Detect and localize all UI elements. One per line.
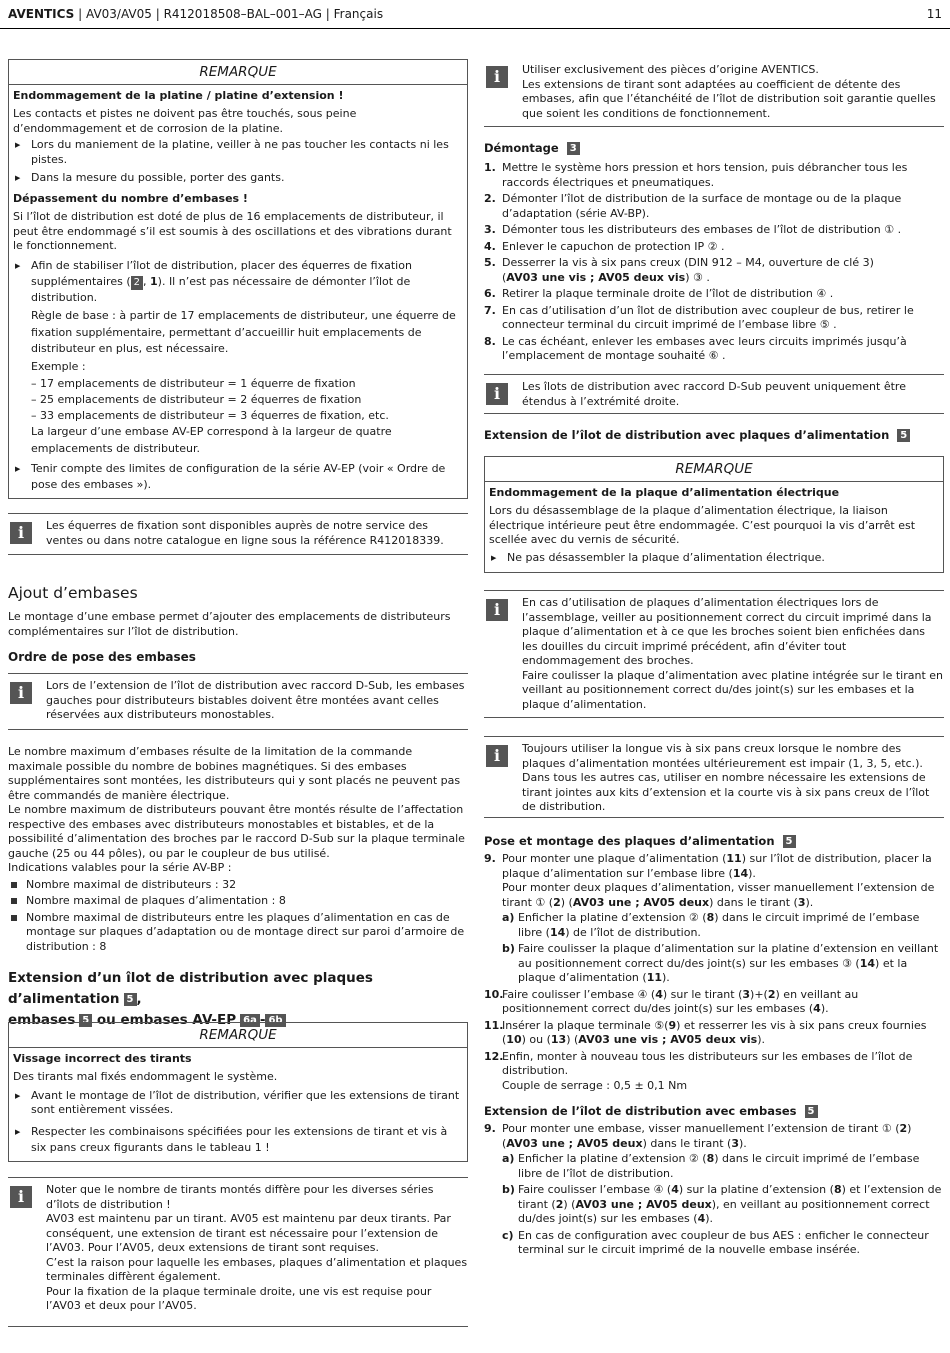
- width-note: La largeur d’une embase AV-EP correspond à la largeur de quatre emplacements de distributeur.: [31, 425, 392, 455]
- remark-heading: Endommagement de la plaque d’alimentation électrique: [489, 485, 840, 499]
- sub-step: a) Enficher la platine d’extension ② (8) dans le circuit imprimé de l’embase libre (14) de l’îlot de distribution.: [502, 911, 920, 939]
- remark-bullet: ▶ Lors du maniement de la platine, veiller à ne pas toucher les contacts ni les pistes.: [13, 138, 463, 167]
- info-text: C’est la raison pour laquelle les embases, plaques d’alimentation et plaques terminales diffèrent également.: [46, 1255, 468, 1283]
- list-item: 5. Desserrer la vis à six pans creux (DIN 912 – M4, ouverture de clé 3) (AV03 une vis ; AV05 deux vis) ③ .: [484, 256, 874, 284]
- torque-value: Couple de serrage : 0,5 ± 0,1 Nm: [502, 1078, 688, 1092]
- remark-text: Les contacts et pistes ne doivent pas être touchés, sous peine d’endommagement et de corrosion de la platine.: [13, 107, 357, 135]
- remark-box-platine: [8, 59, 468, 499]
- list-item: 12. Enfin, monter à nouveau tous les distributeurs sur les embases de l’îlot de distribution. Couple de serrage : 0,5 ± 0,1 Nm: [484, 1049, 913, 1092]
- list-item: Nombre maximal de distributeurs entre les plaques d’alimentation en cas de montage sur plaques d’adaptation ou de montage direct sur paroi d’armoire de distribution : 8: [8, 911, 468, 955]
- figure-ref-tag: 6b: [265, 1014, 285, 1027]
- info-text: Lors de l’extension de l’îlot de distribution avec raccord D-Sub, les embases gauches pour distributeurs bistables doivent être montées avant celles réservées aux distributeurs monostables.: [46, 679, 465, 721]
- remark-text: Si l’îlot de distribution est doté de plus de 16 emplacements de distributeur, il peut être endommagé s’il est soumis à des oscillations et des vibrations durant le fonctionnement.: [13, 210, 452, 252]
- list-item: 3. Démonter tous les distributeurs des embases de l’îlot de distribution ① .: [484, 223, 902, 236]
- embases-steps: [484, 1122, 944, 1260]
- remark-bullet: ▶ Ne pas désassembler la plaque d’alimentation électrique.: [489, 551, 939, 566]
- list-item: 9. Pour monter une embase, visser manuellement l’extension de tirant ① (2) (AV03 une ; AV05 deux) dans le tirant (3). a) Enficher la platine d’extension ② (8) dans le circuit imprimé de l’embase libre de l’îlot de distribution. b) Faire coulisser l’embase ④ (4) sur la platine d’extension (8) et l’extension de tirant (2) (AV03 une ; AV05 deux), en veillant au positionnement correct du/des joint(s) sur les embases (4). c) En cas de configuration avec coupleur de bus AES : enficher le connecteur terminal sur le circuit imprimé de la nouvelle embase insérée.: [484, 1122, 944, 1258]
- info-text: Les équerres de fixation sont disponibles auprès de notre service des ventes ou dans notre catalogue en ligne sous la référence R412018339.: [46, 519, 444, 547]
- info-text: Les extensions de tirant sont adaptées au coefficient de détente des embases, afin que l’étanchéité de l’îlot de distribution soit garantie quelles que soient les conditions de fonctionnement.: [522, 77, 936, 120]
- remark-bullet: ▶ Dans la mesure du possible, porter des gants.: [13, 171, 463, 186]
- info-text: Faire coulisser la plaque d’alimentation avec platine intégrée sur le tirant en veillant au positionnement correct du/des joint(s) sur les embases et la plaque d’alimentation.: [522, 668, 944, 711]
- figure-ref-tag: 5: [124, 993, 137, 1006]
- info-text: Utiliser exclusivement des pièces d’origine AVENTICS.: [522, 63, 819, 76]
- figure-ref-tag: 6a: [240, 1014, 260, 1027]
- info-text: Noter que le nombre de tirants montés diffère pour les diverses séries d’îlots de distribution !: [46, 1183, 434, 1211]
- example-line: – 17 emplacements de distributeur = 1 équerre de fixation: [31, 376, 356, 390]
- paragraph: Indications valables pour la série AV-BP :: [8, 861, 232, 874]
- figure-ref-tag: 5: [783, 835, 796, 848]
- figure-ref-tag: 3: [567, 142, 580, 155]
- header-doc-info: [8, 7, 383, 27]
- info-icon: i: [486, 599, 508, 621]
- example-label: Exemple :: [31, 360, 86, 374]
- info-icon: i: [10, 522, 32, 544]
- page-number: 11: [926, 7, 942, 21]
- remark-title: REMARQUE: [485, 457, 943, 482]
- info-box-pieces-origine: [484, 59, 944, 127]
- remark-title: REMARQUE: [9, 1023, 467, 1048]
- example-line: – 25 emplacements de distributeur = 2 équerres de fixation: [31, 392, 362, 406]
- paragraph: Le nombre maximum de distributeurs pouvant être montés résulte de l’affectation respective des embases avec distributeurs monostables et bistables, et de la possibilité d’alimentation des broches par le raccord D-Sub sur la plaque terminale gauche (25 ou 44 pôles), ou par le coupleur de bus utilisé.: [8, 803, 465, 860]
- info-text: En cas d’utilisation de plaques d’alimentation électriques lors de l’assemblage, veiller au positionnement correct du circuit imprimé dans la plaque d’alimentation et à ce que les broches soient bien enfichées dans les douilles du circuit imprimé précédent, afin d’éviter tout endommagement des broches.: [522, 596, 932, 667]
- info-box-equerres: [8, 513, 468, 555]
- rule-text: Règle de base : à partir de 17 emplacements de distributeur, une équerre de fixation supplémentaire, permettant d’accueillir huit emplacements de distributeur en plus, est nécessaire.: [31, 309, 456, 355]
- ajout-intro: Le montage d’une embase permet d’ajouter des emplacements de distributeurs complémentaires sur l’îlot de distribution.: [8, 610, 451, 638]
- info-icon: i: [486, 383, 508, 405]
- info-icon: i: [486, 66, 508, 88]
- sub-step: c) En cas de configuration avec coupleur de bus AES : enficher le connecteur terminal sur le circuit imprimé de la nouvelle embase insérée.: [502, 1228, 929, 1256]
- remark-box-plaque-alim: [484, 456, 944, 573]
- figure-ref-tag: 5: [805, 1105, 818, 1118]
- figure-ref-tag: 5: [897, 429, 910, 442]
- remark-heading: Vissage incorrect des tirants: [13, 1051, 192, 1065]
- list-item: 7. En cas d’utilisation d’un îlot de distribution avec coupleur de bus, retirer le connecteur terminal du circuit imprimé de l’embase libre ⑤ .: [484, 303, 914, 331]
- list-item: 1. Mettre le système hors pression et hors tension, puis débrancher tous les raccords électriques et pneumatiques.: [484, 161, 908, 189]
- remark-text: Lors du désassemblage de la plaque d’alimentation électrique, la liaison électrique intérieure peut être endommagée. C’est pourquoi la vis d’arrêt est scellée avec du vernis de sécurité.: [489, 504, 916, 546]
- list-item: 6. Retirer la plaque terminale droite de l’îlot de distribution ④ .: [484, 287, 834, 300]
- info-text: Pour la fixation de la plaque terminale droite, une vis est requise pour l’AV03 et deux pour l’AV05.: [46, 1284, 432, 1312]
- paragraph: Le nombre maximum d’embases résulte de la limitation de la commande maximale possible du nombre de bobines magnétiques. Si des embases supplémentaires sont montées, les distributeurs qui y sont placés ne peuvent pas être commandés de manière électrique.: [8, 745, 461, 802]
- info-box-dsub: [8, 673, 468, 730]
- header-divider: [0, 28, 950, 29]
- info-box-assemblage: [484, 590, 944, 718]
- list-item: 8. Le cas échéant, enlever les embases avec leurs circuits imprimés jusqu’à l’emplacement de montage souhaité ⑥ .: [484, 334, 907, 362]
- figure-ref-tag: 2: [131, 276, 143, 290]
- info-text: Toujours utiliser la longue vis à six pans creux lorsque le nombre des plaques d’alimentation montées ultérieurement est impair (1, 3, 5, etc.).: [522, 742, 923, 770]
- pose-steps: [484, 852, 944, 1095]
- ordre-body: [8, 745, 468, 955]
- remark-heading: Dépassement du nombre d’embases !: [13, 191, 248, 205]
- remark-box-tirants: [8, 1022, 468, 1162]
- list-item: Nombre maximal de plaques d’alimentation : 8: [8, 894, 468, 909]
- remark-bullet: ▶ Respecter les combinaisons spécifiées pour les extensions de tirant et vis à six pans creux figurants dans le tableau 1 !: [13, 1124, 463, 1156]
- subsection-title-pose: Pose et montage des plaques d’alimentation 5: [484, 834, 796, 849]
- section-title-ajout: Ajout d’embases: [8, 584, 138, 602]
- brand-name: AVENTICS: [8, 7, 75, 21]
- info-box-dsub-droite: [484, 374, 944, 414]
- list-item: 9. Pour monter une plaque d’alimentation (11) sur l’îlot de distribution, placer la plaque d’alimentation sur l’embase libre (14). Pour monter deux plaques d’alimentation, visser manuellement l’extension de tirant ① (2) (AV03 une ; AV05 deux) dans le tirant (3). a) Enficher la platine d’extension ② (8) dans le circuit imprimé de l’embase libre (14) de l’îlot de distribution. b) Faire coulisser la plaque d’alimentation sur la platine d’extension en veillant au positionnement correct du/des joint(s) sur les embases ③ (14) et la plaque d’alimentation (11).: [484, 852, 944, 986]
- list-item: 4. Enlever le capuchon de protection IP ② .: [484, 239, 725, 253]
- info-text: Les îlots de distribution avec raccord D-Sub peuvent uniquement être étendus à l’extrémité droite.: [522, 380, 906, 408]
- page-header: [8, 7, 942, 27]
- remark-title: REMARQUE: [9, 60, 467, 85]
- sub-step: b) Faire coulisser l’embase ④ (4) sur la platine d’extension (8) et l’extension de tirant (2) (AV03 une ; AV05 deux), en veillant au positionnement correct du/des joint(s) sur les embases (4).: [502, 1183, 942, 1225]
- sub-step: b) Faire coulisser la plaque d’alimentation sur la platine d’extension en veillant au positionnement correct du/des joint(s) sur les embases ③ (14) et la plaque d’alimentation (11).: [502, 942, 939, 984]
- info-icon: i: [10, 682, 32, 704]
- info-icon: i: [10, 1186, 32, 1208]
- subsection-title-demontage: Démontage 3: [484, 141, 580, 156]
- info-box-vis-longue: [484, 736, 944, 818]
- demontage-steps: [484, 161, 944, 366]
- info-text: AV03 est maintenu par un tirant. AV05 est maintenu par deux tirants. Par conséquent, une extension de tirant est nécessaire pour l’extension de l’AV03. Pour l’AV05, deux extensions de tirant sont requises.: [46, 1212, 451, 1254]
- doc-reference: | AV03/AV05 | R412018508–BAL–001–AG | Français: [78, 7, 384, 21]
- list-item: 2. Démonter l’îlot de distribution de la surface de montage ou de la plaque d’adaptation (série AV-BP).: [484, 192, 902, 220]
- remark-bullet: ▶ Avant le montage de l’îlot de distribution, vérifier que les extensions de tirant sont entièrement vissées.: [13, 1089, 463, 1118]
- subsection-title-embases: Extension de l’îlot de distribution avec embases 5: [484, 1104, 818, 1119]
- info-icon: i: [486, 745, 508, 767]
- section-title-extension: Extension d’un îlot de distribution avec plaques d’alimentation 5 , embases 5 ou embases AV-EP 6a - 6b: [8, 970, 373, 1028]
- remark-bullet: ▶ Tenir compte des limites de configuration de la série AV-EP (voir « Ordre de pose des embases »).: [13, 461, 463, 493]
- list-item: 10. Faire coulisser l’embase ④ (4) sur le tirant (3)+(2) en veillant au positionnement correct du/des joint(s) sur les embases (4).: [484, 987, 859, 1015]
- remark-heading: Endommagement de la platine / platine d’extension !: [13, 88, 344, 102]
- sub-step: a) Enficher la platine d’extension ② (8) dans le circuit imprimé de l’embase libre de l’îlot de distribution.: [502, 1152, 920, 1180]
- list-item: Nombre maximal de distributeurs : 32: [8, 878, 468, 893]
- example-line: – 33 emplacements de distributeur = 3 équerres de fixation, etc.: [31, 409, 389, 423]
- subsection-title-ordre: Ordre de pose des embases: [8, 650, 196, 664]
- remark-text: Des tirants mal fixés endommagent le système.: [13, 1070, 278, 1083]
- subsection-title-ext-plaques: Extension de l’îlot de distribution avec plaques d’alimentation 5: [484, 428, 910, 443]
- remark-bullet: ▶ Afin de stabiliser l’îlot de distribution, placer des équerres de fixation supplémentaires ( 2 , 1). Il n’est pas nécessaire de démonter l’îlot de distribution. Règle de base : à partir de 17 emplacements de distributeur, une équerre de fixation supplémentaire, permettant d’accueillir huit emplacements de distributeur en plus, est nécessaire. Exemple : – 17 emplacements de distributeur = 1 équerre de fixation – 25 emplacements de distributeur = 2 équerres de fixation – 33 emplacements de distributeur = 3 équerres de fixation, etc. La largeur d’une embase AV-EP correspond à la largeur de quatre emplacements de distributeur.: [13, 258, 463, 458]
- list-item: 11. Insérer la plaque terminale ⑤(9) et resserrer les vis à six pans creux fournies (10) ou (13) (AV03 une vis ; AV05 deux vis).: [484, 1018, 927, 1046]
- info-box-tirants-series: [8, 1177, 468, 1327]
- figure-ref-tag: 5: [79, 1014, 92, 1027]
- info-text: Dans tous les autres cas, utiliser en nombre nécessaire les extensions de tirant jointes aux kits d’extension et la courte vis à six pans creux de l’îlot de distribution.: [522, 771, 930, 813]
